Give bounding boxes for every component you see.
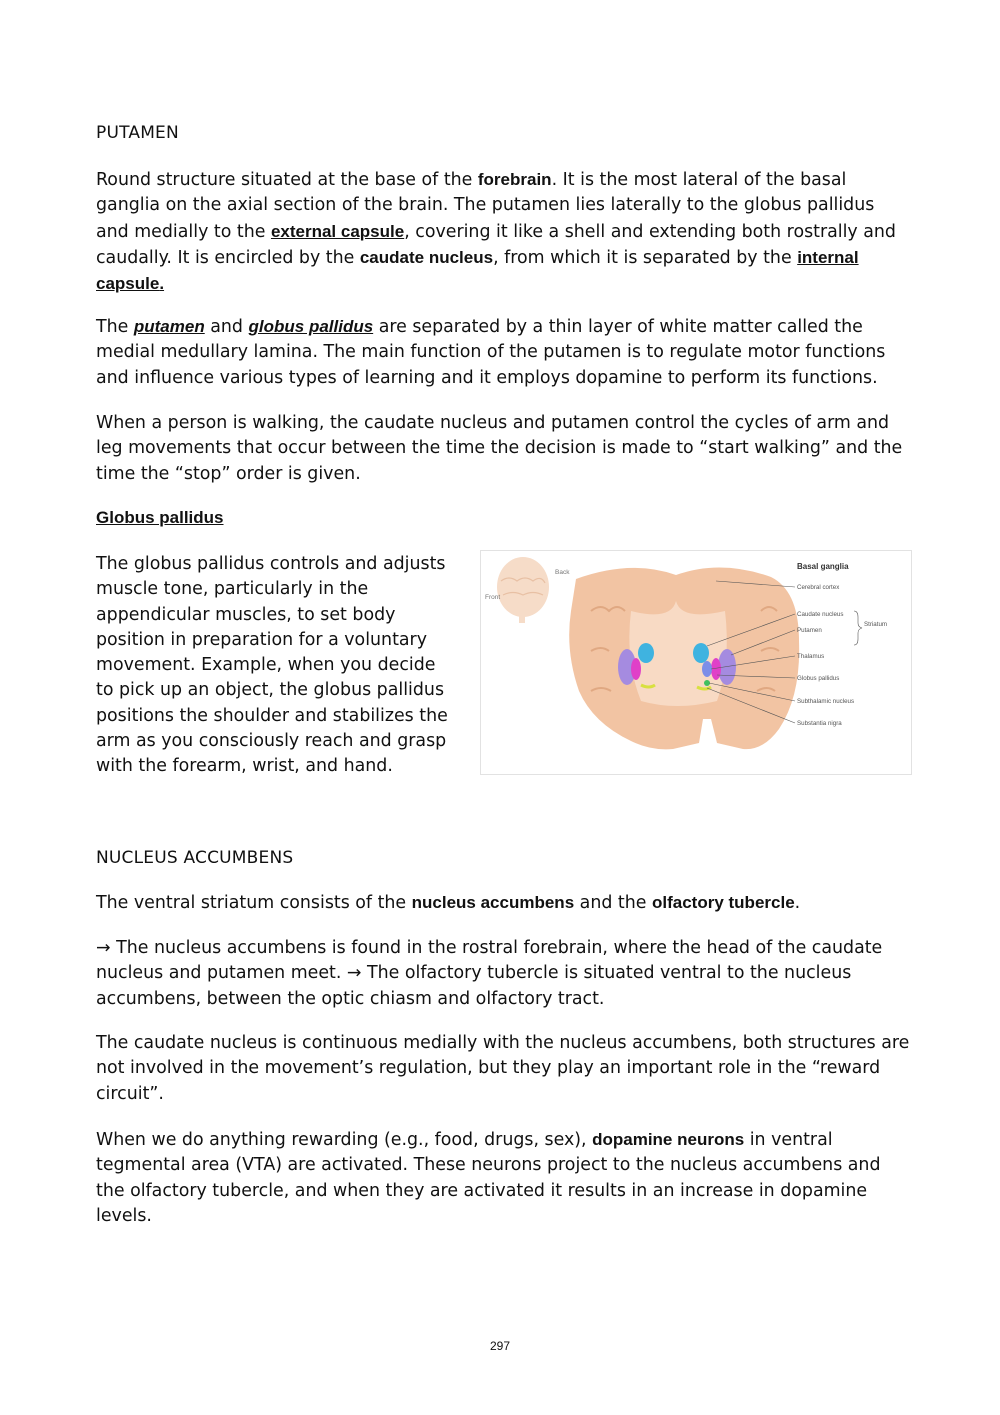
term-caudate-nucleus: caudate nucleus	[359, 247, 494, 267]
striatum-bracket	[854, 611, 862, 645]
globus-subheading: Globus pallidus	[96, 508, 224, 527]
term-dopamine-neurons: dopamine neurons	[592, 1130, 745, 1149]
globus-paragraph: The globus pallidus controls and adjusts muscle tone, particularly in the appendicular muscles, to set body position in preparation for a voluntary movement. Example, when you decide to pick up an object, the globus pallidus positions the shoulder and stabilizes the arm as you consciously reach and grasp with the forearm, wrist, and hand.	[96, 554, 448, 777]
brain-orientation-icon	[497, 557, 549, 623]
putamen-paragraph-2: The putamen and globus pallidus are separated by a thin layer of white matter called the medial medullary lamina. The main function of the putamen is to regulate motor functions and influence various types of learning and it employs dopamine to perform its functions.	[96, 317, 886, 388]
putamen-paragraph-1: Round structure situated at the base of the forebrain. It is the most lateral of the basal ganglia on the axial section of the brain. The putamen lies laterally to the globus pallidus and medially to the external capsule, covering it like a shell and extending both rostrally and caudally. It is encircled by the caudate nucleus, from which it is separated by the internal capsule.	[96, 170, 896, 294]
term-external-capsule: external capsule	[270, 221, 405, 241]
accumbens-paragraph-3: The caudate nucleus is continuous medially with the nucleus accumbens, both structures are not involved in the movement’s regulation, but they play an important role in the “reward circuit”.	[96, 1033, 910, 1104]
figure-title: Basal ganglia	[797, 562, 849, 571]
label-putamen: Putamen	[797, 627, 822, 634]
basal-ganglia-diagram	[481, 551, 911, 774]
caudate-right	[693, 643, 709, 663]
label-cerebral-cortex: Cerebral cortex	[797, 584, 840, 591]
globus-left	[631, 658, 641, 680]
basal-ganglia-figure	[480, 550, 912, 775]
term-globus-pallidus: globus pallidus	[248, 317, 374, 336]
front-label: Front	[485, 594, 501, 601]
label-globus-pallidus: Globus pallidus	[797, 675, 840, 682]
accumbens-paragraph-1: The ventral striatum consists of the nucleus accumbens and the olfactory tubercle.	[96, 893, 801, 913]
back-label: Back	[555, 569, 570, 576]
brain-coronal-section	[569, 567, 799, 749]
accumbens-paragraph-2: → The nucleus accumbens is found in the rostral forebrain, where the head of the caudate nucleus and putamen meet. → The olfactory tubercle is situated ventral to the nucleus accumbens, between the optic chiasm and olfactory tract.	[96, 938, 883, 1009]
term-forebrain: forebrain	[477, 170, 552, 189]
label-striatum: Striatum	[864, 621, 888, 628]
label-substantia-nigra: Substantia nigra	[797, 720, 842, 727]
accumbens-heading: NUCLEUS ACCUMBENS	[96, 848, 294, 868]
term-putamen: putamen	[133, 317, 205, 336]
accumbens-paragraph-4: When we do anything rewarding (e.g., food, drugs, sex), dopamine neurons in ventral tegmental area (VTA) are activated. These neurons project to the nucleus accumbens and the olfactory tubercle, and when they are activated it results in an increase in dopamine levels.	[96, 1130, 881, 1226]
thalamus-right	[702, 661, 712, 677]
term-nucleus-accumbens: nucleus accumbens	[411, 893, 575, 912]
putamen-paragraph-3: When a person is walking, the caudate nucleus and putamen control the cycles of arm and leg movements that occur between the time the decision is made to “start walking” and the time the “stop” order is given.	[96, 413, 903, 484]
label-thalamus: Thalamus	[797, 653, 825, 660]
term-olfactory-tubercle: olfactory tubercle	[652, 893, 795, 912]
label-caudate-nucleus: Caudate nucleus	[797, 611, 844, 618]
label-subthalamic-nucleus: Subthalamic nucleus	[797, 698, 855, 705]
term-internal-capsule: internal capsule	[96, 247, 859, 294]
caudate-left	[638, 643, 654, 663]
putamen-heading: PUTAMEN	[96, 123, 179, 143]
page-number: 297	[489, 1339, 511, 1353]
